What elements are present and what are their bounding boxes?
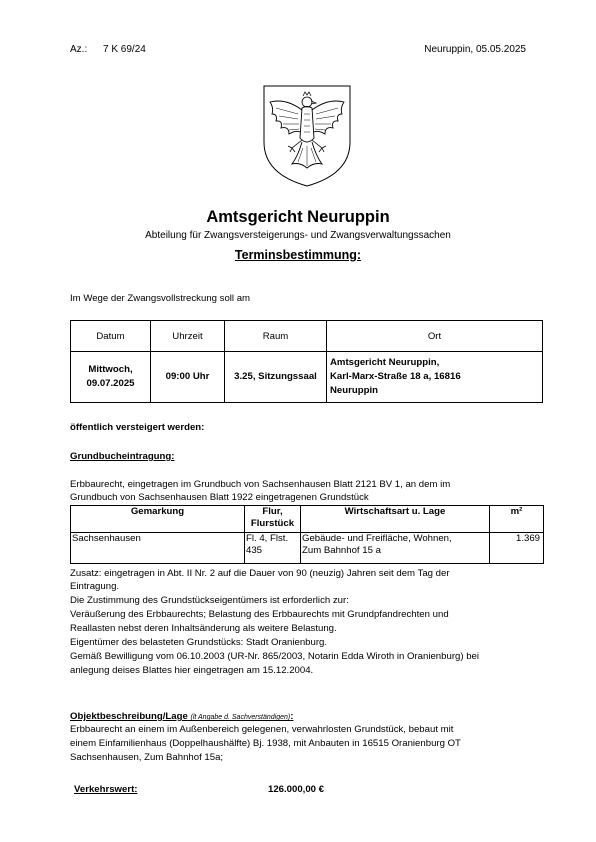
zusatz-line: Eintragung. xyxy=(70,581,120,592)
gemarkung-value: Sachsenhausen xyxy=(71,533,245,564)
appointment-table-header xyxy=(71,321,543,352)
zusatz-line: Veräußerung des Erbbaurechts; Belastung des Erbbaurechts mit Grundpfandrechten und xyxy=(70,609,449,620)
court-department: Abteilung für Zwangsversteigerungs- und Zwangsverwaltungssachen xyxy=(145,230,451,241)
land-register-text-line: Grundbuch von Sachsenhausen Blatt 1922 eingetragenen Grundstück xyxy=(70,492,369,503)
land-register-table-header xyxy=(71,506,544,533)
zusatz-line: Zusatz: eingetragen in Abt. II Nr. 2 auf die Dauer von 90 (neuzig) Jahren seit dem Tag der xyxy=(70,568,450,579)
file-number-label: Az.: xyxy=(70,44,88,55)
zusatz-line: anlegung deises Blattes hier eingetragen am 15.12.2004. xyxy=(70,665,314,676)
appointment-room: 3.25, Sitzungssaal xyxy=(225,352,327,403)
object-heading-text: Objektbeschreibung/Lage xyxy=(70,711,188,722)
land-register-row xyxy=(71,533,544,564)
appointment-date xyxy=(71,352,151,403)
location-line-3: Neuruppin xyxy=(330,385,378,396)
coat-of-arms-eagle-icon xyxy=(262,84,352,188)
market-value-label: Verkehrswert: xyxy=(74,784,138,795)
file-number: 7 K 69/24 xyxy=(103,44,146,55)
appointment-date-value: 09.07.2025 xyxy=(86,378,135,389)
flur-line: 435 xyxy=(246,545,263,556)
land-register-heading: Grundbucheintragung: xyxy=(70,451,175,462)
header-gemarkung: Gemarkung xyxy=(71,506,245,533)
land-register-table xyxy=(70,505,544,564)
object-heading-note: (lt Angabe d. Sachverständigen) xyxy=(190,714,291,721)
court-name: Amtsgericht Neuruppin xyxy=(206,208,390,226)
appointment-time: 09:00 Uhr xyxy=(151,352,225,403)
header-wirtschaftsart: Wirtschaftsart u. Lage xyxy=(301,506,490,533)
header-uhrzeit: Uhrzeit xyxy=(151,321,225,352)
object-description-heading xyxy=(70,711,293,722)
header-qm: m² xyxy=(490,506,544,533)
object-description-line: Erbbaurecht an einem im Außenbereich gelegenen, verwahrlosten Grundstück, bebaut mit xyxy=(70,724,454,735)
header-datum: Datum xyxy=(71,321,151,352)
appointment-weekday: Mittwoch, xyxy=(88,364,133,375)
object-description-line: einem Einfamilienhaus (Doppelhaushälfte) Bj. 1938, mit Anbauten in 16515 Oranienburg OT xyxy=(70,738,461,749)
object-heading-colon: : xyxy=(290,711,294,722)
location-line-2: Karl-Marx-Straße 18 a, 16816 xyxy=(330,371,461,382)
art-line: Zum Bahnhof 15 a xyxy=(302,545,381,556)
appointment-row xyxy=(71,352,543,403)
appointment-location xyxy=(327,352,543,403)
zusatz-line: Eigentümer des belasteten Grundstücks: Stadt Oranienburg. xyxy=(70,637,328,648)
intro-text: Im Wege der Zwangsvollstreckung soll am xyxy=(70,293,251,304)
wirtschaftsart-value xyxy=(301,533,490,564)
location-line-1: Amtsgericht Neuruppin, xyxy=(330,357,440,368)
market-value: 126.000,00 € xyxy=(268,784,325,795)
area-value: 1.369 xyxy=(490,533,544,564)
header-flur xyxy=(245,506,301,533)
header-ort: Ort xyxy=(327,321,543,352)
art-line: Gebäude- und Freifläche, Wohnen, xyxy=(302,533,452,544)
header-flur-line: Flur, xyxy=(262,506,283,517)
object-description-line: Sachsenhausen, Zum Bahnhof 15a; xyxy=(70,752,224,763)
land-register-text-line: Erbbaurecht, eingetragen im Grundbuch von Sachsenhausen Blatt 2121 BV 1, an dem im xyxy=(70,479,451,490)
appointment-table xyxy=(70,320,543,403)
zusatz-line: Gemäß Bewilligung vom 06.10.2003 (UR-Nr. 865/2003, Notarin Edda Wiroth in Oranienburg) bei xyxy=(70,651,480,662)
document-title: Terminsbestimmung: xyxy=(234,248,362,262)
header-raum: Raum xyxy=(225,321,327,352)
zusatz-line: Die Zustimmung des Grundstückseigentümers ist erforderlich zur: xyxy=(70,595,349,606)
flur-line: Fl. 4, Flst. xyxy=(246,533,289,544)
place-date: Neuruppin, 05.05.2025 xyxy=(424,44,526,55)
header-flur-line: Flurstück xyxy=(250,518,295,529)
flur-value xyxy=(245,533,301,564)
zusatz-line: Reallasten nebst deren Inhaltsänderung als weitere Belastung. xyxy=(70,623,337,634)
auction-statement: öffentlich versteigert werden: xyxy=(70,422,205,433)
